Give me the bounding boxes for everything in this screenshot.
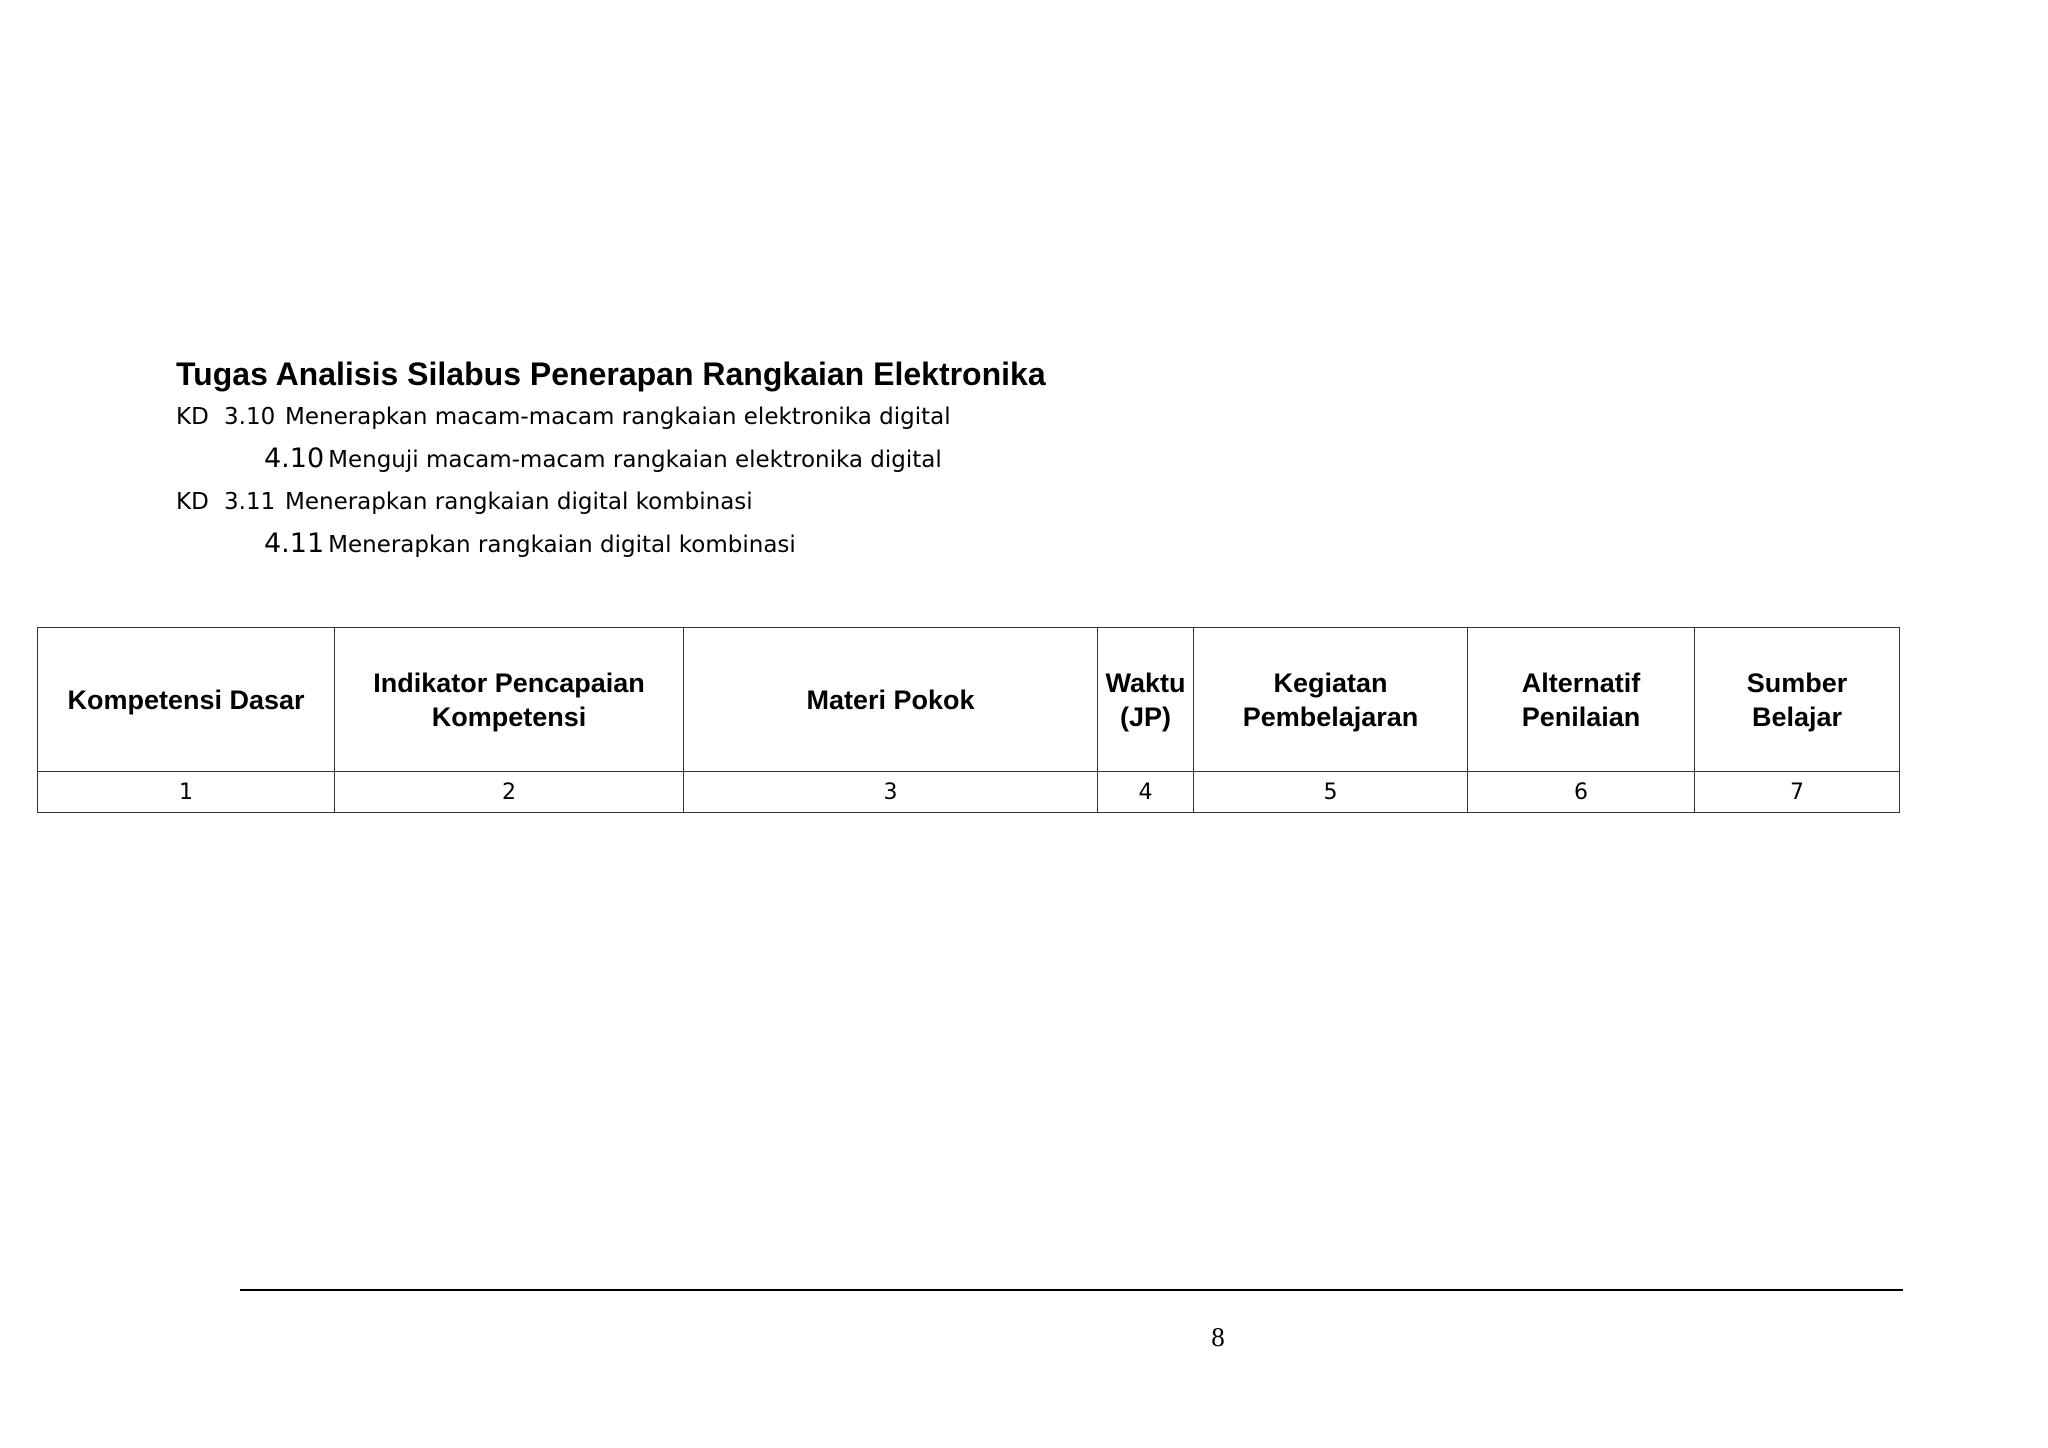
kd-number: 4.11 [264,528,325,559]
column-number-cell: 5 [1194,772,1468,813]
syllabus-table [37,627,1900,813]
kd-text: Menerapkan rangkaian digital kombinasi [285,489,753,515]
kd-text: Menerapkan macam-macam rangkaian elektronika digital [285,404,951,430]
kd-number: 3.10 [224,404,276,430]
kd-text: Menerapkan rangkaian digital kombinasi [328,532,796,558]
kd-label: KD [176,404,209,430]
header-alternatif-penilaian: Alternatif Penilaian [1468,628,1695,772]
column-number-cell: 4 [1098,772,1194,813]
column-number-cell: 7 [1695,772,1900,813]
kd-number: 4.10 [264,443,325,474]
column-number-cell: 6 [1468,772,1695,813]
header-indikator-pencapaian: Indikator Pencapaian Kompetensi [335,628,684,772]
column-number-cell: 1 [38,772,335,813]
kd-line [264,528,796,561]
page-number: 8 [1211,1322,1225,1352]
header-sumber-belajar: Sumber Belajar [1695,628,1900,772]
kd-text: Menguji macam-macam rangkaian elektronika digital [328,447,942,473]
column-number-cell: 2 [335,772,684,813]
kd-line [176,486,753,518]
table-header-row [38,628,1900,772]
footer-divider [240,1289,1903,1291]
column-number-cell: 3 [684,772,1098,813]
kd-line [176,401,951,433]
kd-number: 3.11 [224,489,276,515]
kd-label: KD [176,489,209,515]
table-row [38,772,1900,813]
header-kegiatan-pembelajaran: Kegiatan Pembelajaran [1194,628,1468,772]
header-kompetensi-dasar: Kompetensi Dasar [38,628,335,772]
kd-line [264,443,942,476]
header-materi-pokok: Materi Pokok [684,628,1098,772]
header-waktu: Waktu (JP) [1098,628,1194,772]
page-title: Tugas Analisis Silabus Penerapan Rangkaian Elektronika [176,356,1046,392]
